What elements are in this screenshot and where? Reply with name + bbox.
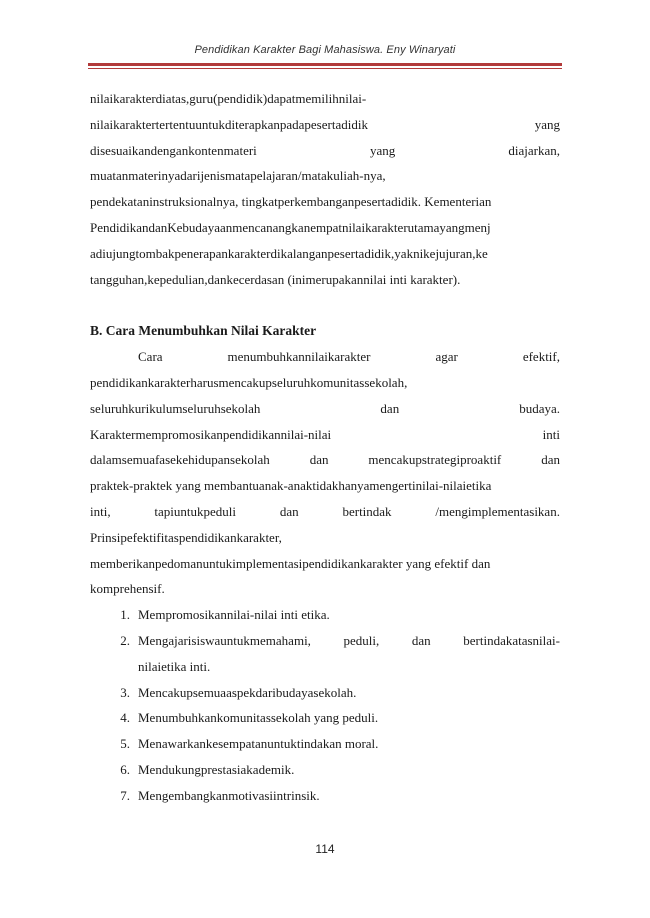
list-number: 1. bbox=[120, 607, 130, 623]
page-number: 114 bbox=[315, 842, 335, 856]
list-item bbox=[90, 731, 560, 757]
word: dan bbox=[279, 503, 299, 519]
word: budaya. bbox=[519, 400, 560, 416]
word: dalamsemuafasekehidupansekolah bbox=[90, 452, 270, 468]
word: Karaktermempromosikanpendidikannilai-nilai bbox=[90, 426, 332, 442]
word: dan bbox=[411, 632, 431, 648]
text-line bbox=[90, 422, 560, 448]
word: diajarkan, bbox=[508, 142, 560, 158]
numbered-list bbox=[90, 602, 560, 808]
text-line: pendidikankarakterharusmencakupseluruhkomunitassekolah, bbox=[90, 374, 408, 390]
list-item-continuation: nilaietika inti. bbox=[138, 658, 211, 674]
list-item bbox=[90, 602, 560, 628]
list-item bbox=[90, 680, 560, 706]
word: mencakupstrategiproaktif bbox=[368, 452, 502, 468]
text-line bbox=[90, 112, 560, 138]
list-text bbox=[138, 628, 560, 654]
word: Cara bbox=[138, 349, 163, 365]
text-line bbox=[90, 344, 560, 370]
word: nilaikaraktertertentuuntukditerapkanpadapesertadidik bbox=[90, 116, 368, 132]
word: dan bbox=[309, 452, 329, 468]
text-line: muatanmaterinyadarijenismatapelajaran/matakuliah-nya, bbox=[90, 168, 386, 184]
text-line: tangguhan,kepedulian,dankecerdasan (inimerupakannilai inti karakter). bbox=[90, 271, 461, 287]
word: bertindakatasnilai- bbox=[463, 632, 560, 648]
word: efektif, bbox=[522, 349, 560, 365]
text-line: Prinsipefektifitaspendidikankarakter, bbox=[90, 529, 282, 545]
word: bertindak bbox=[342, 503, 392, 519]
list-item bbox=[90, 628, 560, 654]
text-line bbox=[90, 499, 560, 525]
list-text: Mengembangkanmotivasiintrinsik. bbox=[138, 787, 320, 803]
word: yang bbox=[534, 116, 560, 132]
text-line: PendidikandanKebudayaanmencanangkanempatnilaikarakterutamayangmenj bbox=[90, 219, 491, 235]
text-line: adiujungtombakpenerapankarakterdikalanganpesertadidik,yaknikejujuran,ke bbox=[90, 245, 488, 261]
list-item bbox=[90, 705, 560, 731]
text-line bbox=[90, 447, 560, 473]
list-text: Mencakupsemuaaspekdaribudayasekolah. bbox=[138, 684, 357, 700]
word: disesuaikandengankontenmateri bbox=[90, 142, 257, 158]
list-text: Mempromosikannilai-nilai inti etika. bbox=[138, 607, 330, 623]
page-content bbox=[90, 86, 560, 809]
word: /mengimplementasikan. bbox=[435, 503, 560, 519]
word: tapiuntukpeduli bbox=[154, 503, 237, 519]
word: menumbuhkannilaikarakter bbox=[227, 349, 371, 365]
text-line: komprehensif. bbox=[90, 581, 165, 597]
word: peduli, bbox=[343, 632, 380, 648]
section-heading: B. Cara Menumbuhkan Nilai Karakter bbox=[90, 323, 317, 339]
header-rule bbox=[88, 63, 562, 66]
list-number: 5. bbox=[120, 736, 130, 752]
list-number: 2. bbox=[120, 632, 130, 648]
text-line: nilaikarakterdiatas,guru(pendidik)dapatmemilihnilai- bbox=[90, 91, 367, 106]
list-text: Menawarkankesempatanuntuktindakan moral. bbox=[138, 736, 379, 752]
list-text: Mendukungprestasiakademik. bbox=[138, 761, 295, 777]
text-line: pendekataninstruksionalnya, tingkatperkembanganpesertadidik. Kementerian bbox=[90, 194, 492, 210]
word: inti, bbox=[90, 503, 111, 519]
list-number: 6. bbox=[120, 761, 130, 777]
text-line: memberikanpedomanuntukimplementasipendidikankarakter yang efektif dan bbox=[90, 555, 491, 571]
word: dan bbox=[541, 452, 560, 468]
paragraph-continued bbox=[90, 86, 560, 292]
list-number: 7. bbox=[120, 787, 130, 803]
word: dan bbox=[380, 400, 400, 416]
list-item bbox=[90, 783, 560, 809]
paragraph-spacer bbox=[90, 292, 560, 318]
word: yang bbox=[369, 142, 396, 158]
word: Mengajarisiswauntukmemahami, bbox=[138, 632, 311, 648]
word: agar bbox=[435, 349, 458, 365]
list-number: 3. bbox=[120, 684, 130, 700]
word: inti bbox=[542, 426, 560, 442]
running-header: Pendidikan Karakter Bagi Mahasiswa. Eny Winaryati bbox=[194, 44, 456, 56]
text-line: praktek-praktek yang membantuanak-anaktidakhanyamengertinilai-nilaietika bbox=[90, 478, 492, 494]
list-item bbox=[90, 757, 560, 783]
list-text: Menumbuhkankomunitassekolah yang peduli. bbox=[138, 710, 379, 726]
section-paragraph bbox=[90, 344, 560, 602]
text-line bbox=[90, 396, 560, 422]
list-number: 4. bbox=[120, 710, 130, 726]
text-line bbox=[90, 138, 560, 164]
word: seluruhkurikulumseluruhsekolah bbox=[90, 400, 261, 416]
header-rule-thin bbox=[88, 68, 562, 69]
